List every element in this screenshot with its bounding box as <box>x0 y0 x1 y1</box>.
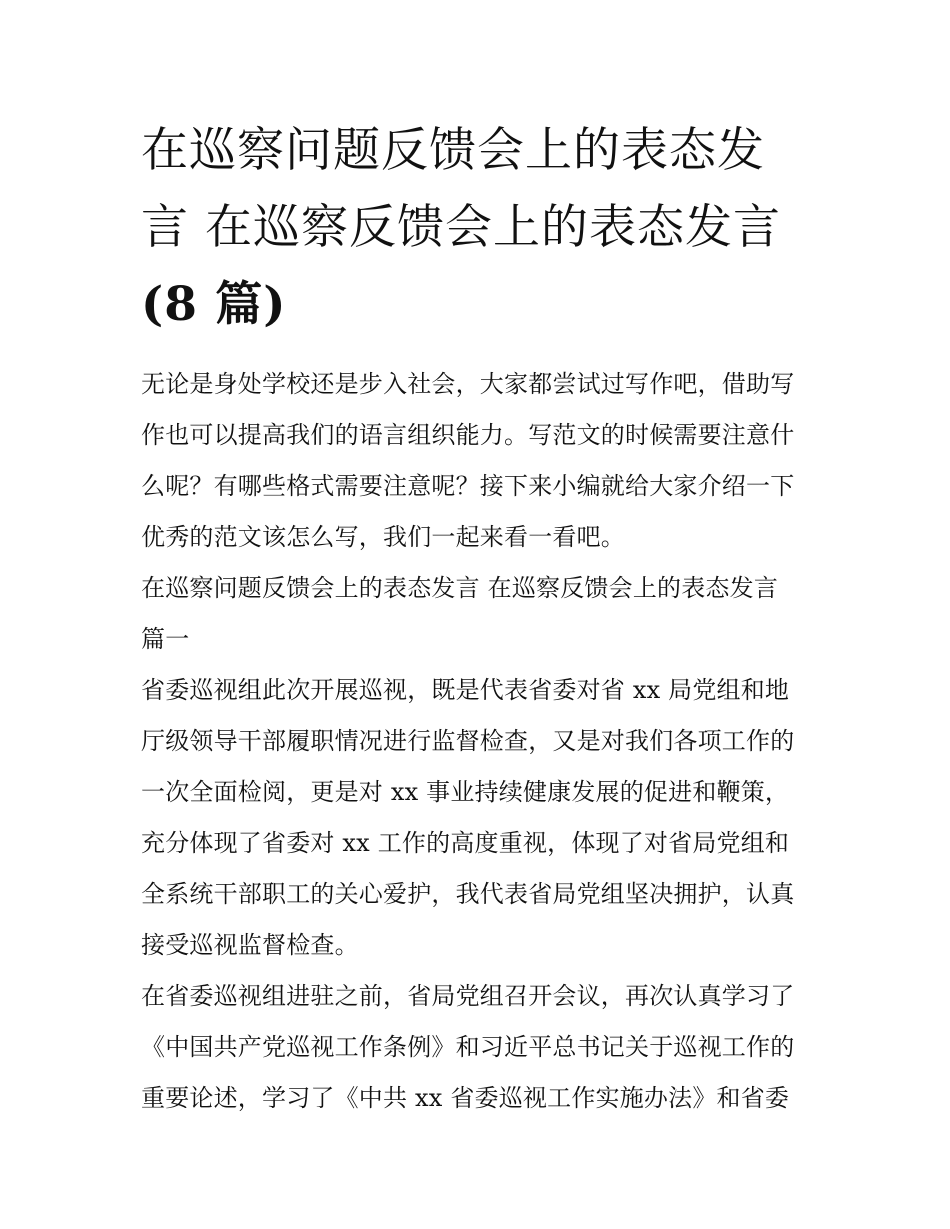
paragraph-line: 一次全面检阅，更是对 xx 事业持续健康发展的促进和鞭策， <box>141 778 790 806</box>
paragraph-line: 《中国共产党巡视工作条例》和习近平总书记关于巡视工作的 <box>141 1033 795 1061</box>
paragraph-line: 接受巡视监督检查。 <box>141 931 359 959</box>
title-line-2: 言 在巡察反馈会上的表态发言 <box>141 200 781 255</box>
section-heading <box>141 563 817 665</box>
title-line-3: (8 篇) <box>141 277 287 332</box>
paragraph-line: 作也可以提高我们的语言组织能力。写范文的时候需要注意什 <box>141 421 795 449</box>
paragraph-line: 优秀的范文该怎么写，我们一起来看一看吧。 <box>141 523 625 551</box>
body-paragraph <box>141 971 817 1124</box>
document-content <box>141 112 817 1124</box>
title-line-1: 在巡察问题反馈会上的表态发 <box>141 123 765 178</box>
paragraph-line: 么呢？有哪些格式需要注意呢？接下来小编就给大家介绍一下 <box>141 472 795 500</box>
section-heading-line: 在巡察问题反馈会上的表态发言 在巡察反馈会上的表态发言 <box>141 574 779 602</box>
section-heading-line: 篇一 <box>141 625 190 653</box>
paragraph-line: 厅级领导干部履职情况进行监督检查，又是对我们各项工作的 <box>141 727 795 755</box>
paragraph-line: 省委巡视组此次开展巡视，既是代表省委对省 xx 局党组和地 <box>141 676 790 704</box>
paragraph-line: 无论是身处学校还是步入社会，大家都尝试过写作吧，借助写 <box>141 370 795 398</box>
document-body <box>141 359 817 1124</box>
paragraph-line: 充分体现了省委对 xx 工作的高度重视，体现了对省局党组和 <box>141 829 790 857</box>
intro-paragraph <box>141 359 817 563</box>
body-paragraph <box>141 665 817 971</box>
paragraph-line: 重要论述，学习了《中共 xx 省委巡视工作实施办法》和省委 <box>141 1084 790 1112</box>
paragraph-line: 全系统干部职工的关心爱护，我代表省局党组坚决拥护，认真 <box>141 880 795 908</box>
document-title <box>141 112 817 343</box>
paragraph-line: 在省委巡视组进驻之前，省局党组召开会议，再次认真学习了 <box>141 982 795 1010</box>
